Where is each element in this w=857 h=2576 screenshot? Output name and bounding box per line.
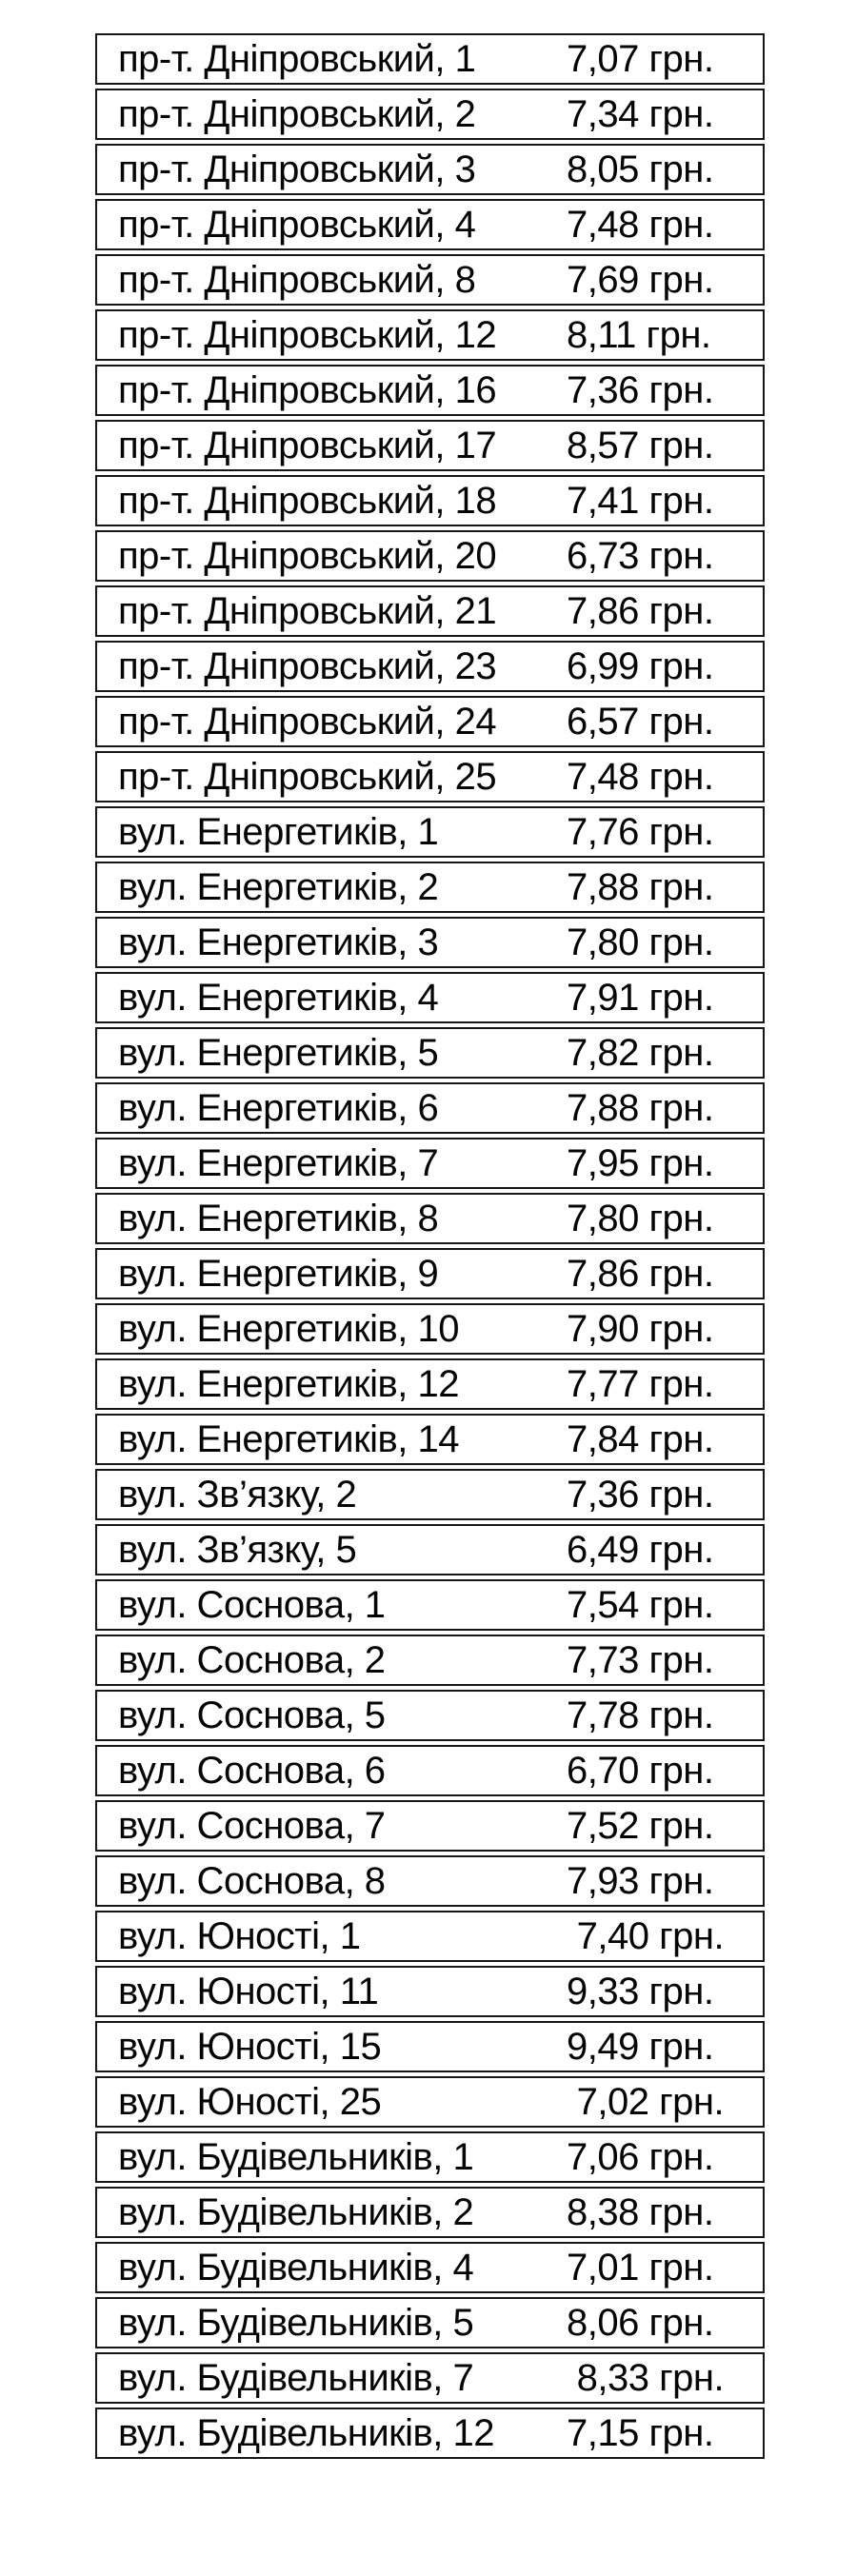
price-cell: 7,01 грн.: [567, 2247, 714, 2289]
price-cell: 8,33 грн.: [567, 2357, 725, 2399]
address-cell: вул. Будівельників, 2: [118, 2191, 474, 2233]
price-cell: 7,40 грн.: [567, 1915, 725, 1957]
price-cell: 7,86 грн.: [567, 1253, 714, 1295]
address-cell: вул. Енергетиків, 3: [118, 921, 439, 963]
price-cell: 7,34 грн.: [567, 93, 714, 135]
address-cell: вул. Енергетиків, 8: [118, 1198, 439, 1239]
table-row: [95, 1138, 765, 1189]
price-cell: 9,49 грн.: [567, 2026, 714, 2068]
address-cell: вул. Енергетиків, 7: [118, 1142, 439, 1184]
address-cell: пр-т. Дніпровський, 24: [118, 701, 497, 743]
address-cell: пр-т. Дніпровський, 3: [118, 149, 476, 190]
price-cell: 7,86 грн.: [567, 590, 714, 632]
price-cell: 7,36 грн.: [567, 369, 714, 411]
price-cell: 7,69 грн.: [567, 259, 714, 301]
address-cell: вул. Енергетиків, 1: [118, 811, 439, 853]
price-cell: 7,90 грн.: [567, 1308, 714, 1350]
price-cell: 7,76 грн.: [567, 811, 714, 853]
address-cell: вул. Будівельників, 4: [118, 2247, 474, 2289]
table-row: [95, 1358, 765, 1410]
price-cell: 7,91 грн.: [567, 977, 714, 1019]
price-cell: 6,49 грн.: [567, 1529, 714, 1571]
address-cell: вул. Енергетиків, 4: [118, 977, 439, 1019]
address-cell: вул. Будівельників, 12: [118, 2412, 495, 2454]
table-row: [95, 365, 765, 416]
address-cell: вул. Соснова, 2: [118, 1639, 386, 1681]
price-cell: 8,05 грн.: [567, 149, 714, 190]
address-cell: вул. Енергетиків, 14: [118, 1418, 459, 1460]
price-cell: 8,38 грн.: [567, 2191, 714, 2233]
table-row: [95, 530, 765, 582]
table-row: [95, 806, 765, 858]
table-row: [95, 1690, 765, 1741]
price-cell: 8,06 грн.: [567, 2302, 714, 2344]
address-cell: вул. Зв’язку, 2: [118, 1474, 357, 1516]
address-cell: вул. Будівельників, 5: [118, 2302, 474, 2344]
address-cell: вул. Соснова, 1: [118, 1584, 386, 1626]
address-cell: вул. Юності, 11: [118, 1971, 379, 2012]
table-row: [95, 1248, 765, 1299]
address-cell: вул. Енергетиків, 10: [118, 1308, 459, 1350]
address-cell: вул. Юності, 1: [118, 1915, 361, 1957]
table-row: [95, 1635, 765, 1686]
table-row: [95, 254, 765, 306]
table-row: [95, 420, 765, 471]
address-cell: пр-т. Дніпровський, 21: [118, 590, 497, 632]
table-row: [95, 862, 765, 913]
table-row: [95, 1524, 765, 1575]
address-cell: пр-т. Дніпровський, 16: [118, 369, 497, 411]
price-cell: 8,11 грн.: [567, 314, 711, 356]
table-row: [95, 1193, 765, 1244]
table-row: [95, 1855, 765, 1907]
price-cell: 7,88 грн.: [567, 1087, 714, 1129]
address-cell: пр-т. Дніпровський, 8: [118, 259, 476, 301]
address-cell: вул. Будівельників, 7: [118, 2357, 474, 2399]
address-cell: вул. Юності, 15: [118, 2026, 382, 2068]
address-cell: пр-т. Дніпровський, 25: [118, 756, 497, 798]
address-cell: вул. Соснова, 5: [118, 1694, 386, 1736]
address-cell: вул. Зв’язку, 5: [118, 1529, 357, 1571]
address-cell: пр-т. Дніпровський, 2: [118, 93, 476, 135]
price-cell: 7,41 грн.: [567, 480, 714, 522]
table-row: [95, 2131, 765, 2183]
price-cell: 7,82 грн.: [567, 1032, 714, 1074]
table-row: [95, 1745, 765, 1796]
address-cell: вул. Соснова, 6: [118, 1750, 386, 1792]
address-cell: вул. Будівельників, 1: [118, 2136, 474, 2178]
price-cell: 7,54 грн.: [567, 1584, 714, 1626]
address-cell: вул. Енергетиків, 5: [118, 1032, 439, 1074]
address-cell: пр-т. Дніпровський, 4: [118, 204, 476, 246]
price-cell: 7,06 грн.: [567, 2136, 714, 2178]
price-cell: 7,07 грн.: [567, 38, 714, 80]
table-row: [95, 475, 765, 526]
table-row: [95, 1800, 765, 1852]
price-cell: 6,57 грн.: [567, 701, 714, 743]
table-row: [95, 199, 765, 250]
table-row: [95, 641, 765, 692]
table-row: [95, 585, 765, 637]
table-row: [95, 2021, 765, 2072]
table-row: [95, 972, 765, 1023]
address-cell: пр-т. Дніпровський, 12: [118, 314, 497, 356]
table-row: [95, 1082, 765, 1134]
table-row: [95, 2352, 765, 2404]
price-cell: 7,80 грн.: [567, 1198, 714, 1239]
price-cell: 7,80 грн.: [567, 921, 714, 963]
price-cell: 7,36 грн.: [567, 1474, 714, 1516]
table-row: [95, 89, 765, 140]
table-row: [95, 751, 765, 803]
price-cell: 7,84 грн.: [567, 1418, 714, 1460]
table-row: [95, 696, 765, 747]
address-cell: пр-т. Дніпровський, 23: [118, 645, 497, 687]
price-cell: 6,73 грн.: [567, 535, 714, 577]
price-cell: 6,70 грн.: [567, 1750, 714, 1792]
address-cell: вул. Енергетиків, 9: [118, 1253, 439, 1295]
address-cell: вул. Енергетиків, 2: [118, 866, 439, 908]
table-row: [95, 2408, 765, 2459]
table-row: [95, 1414, 765, 1465]
address-cell: вул. Соснова, 8: [118, 1860, 386, 1902]
price-cell: 7,93 грн.: [567, 1860, 714, 1902]
address-cell: пр-т. Дніпровський, 20: [118, 535, 497, 577]
table-row: [95, 33, 765, 85]
table-row: [95, 1027, 765, 1079]
table-row: [95, 1966, 765, 2017]
price-cell: 7,95 грн.: [567, 1142, 714, 1184]
table-row: [95, 1911, 765, 1962]
tariff-price-table: [95, 33, 765, 2463]
price-cell: 8,57 грн.: [567, 425, 714, 466]
address-cell: вул. Енергетиків, 12: [118, 1363, 459, 1405]
price-cell: 7,15 грн.: [567, 2412, 714, 2454]
table-row: [95, 917, 765, 968]
price-cell: 7,78 грн.: [567, 1694, 714, 1736]
table-row: [95, 144, 765, 195]
address-cell: пр-т. Дніпровський, 18: [118, 480, 497, 522]
price-cell: 7,88 грн.: [567, 866, 714, 908]
price-cell: 9,33 грн.: [567, 1971, 714, 2012]
price-cell: 7,73 грн.: [567, 1639, 714, 1681]
table-row: [95, 309, 765, 361]
price-cell: 7,77 грн.: [567, 1363, 714, 1405]
address-cell: вул. Енергетиків, 6: [118, 1087, 439, 1129]
address-cell: вул. Юності, 25: [118, 2081, 382, 2123]
table-row: [95, 2242, 765, 2293]
address-cell: пр-т. Дніпровський, 17: [118, 425, 497, 466]
price-cell: 7,48 грн.: [567, 756, 714, 798]
table-row: [95, 2297, 765, 2348]
table-row: [95, 1303, 765, 1355]
table-row: [95, 1469, 765, 1520]
price-cell: 7,02 грн.: [567, 2081, 725, 2123]
table-row: [95, 1579, 765, 1631]
address-cell: пр-т. Дніпровський, 1: [118, 38, 476, 80]
table-row: [95, 2076, 765, 2128]
price-cell: 6,99 грн.: [567, 645, 714, 687]
address-cell: вул. Соснова, 7: [118, 1805, 386, 1847]
price-cell: 7,52 грн.: [567, 1805, 714, 1847]
price-cell: 7,48 грн.: [567, 204, 714, 246]
table-row: [95, 2187, 765, 2238]
